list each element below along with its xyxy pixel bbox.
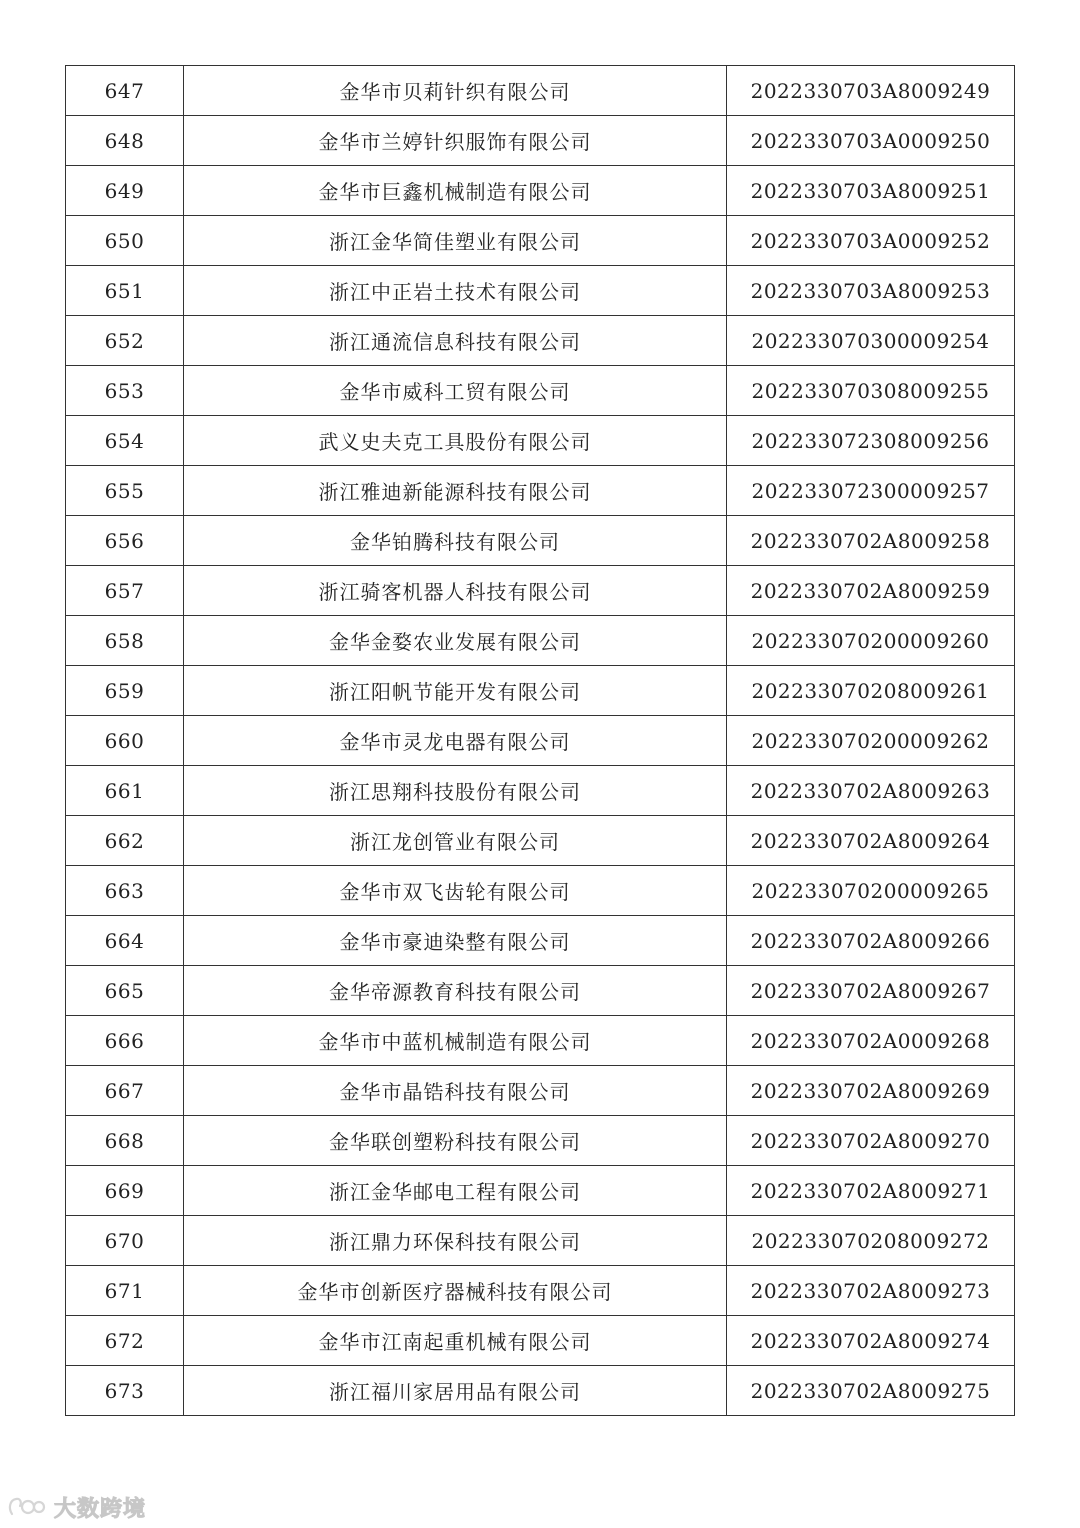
brand-logo-icon: [6, 1494, 46, 1520]
registration-code-cell: 2022330702A8009266: [727, 916, 1015, 966]
registration-code-cell: 2022330703A8009253: [727, 266, 1015, 316]
table-row: [66, 1366, 1015, 1416]
company-name-cell: 浙江金华邮电工程有限公司: [184, 1166, 727, 1216]
company-name-cell: 金华市中蓝机械制造有限公司: [184, 1016, 727, 1066]
registration-code-cell: 2022330702A8009275: [727, 1366, 1015, 1416]
company-name-cell: 金华市灵龙电器有限公司: [184, 716, 727, 766]
table-row: [66, 216, 1015, 266]
table-row: [66, 1216, 1015, 1266]
row-number-cell: 663: [66, 866, 184, 916]
company-name-cell: 金华帝源教育科技有限公司: [184, 966, 727, 1016]
company-name-cell: 浙江鼎力环保科技有限公司: [184, 1216, 727, 1266]
company-name-cell: 金华市贝莉针织有限公司: [184, 66, 727, 116]
table-row: [66, 966, 1015, 1016]
registration-code-cell: 2022330702A8009267: [727, 966, 1015, 1016]
registration-code-cell: 2022330702A8009269: [727, 1066, 1015, 1116]
table-row: [66, 616, 1015, 666]
row-number-cell: 661: [66, 766, 184, 816]
company-name-cell: 金华铂腾科技有限公司: [184, 516, 727, 566]
registration-code-cell: 202233070300009254: [727, 316, 1015, 366]
registration-code-cell: 2022330703A0009250: [727, 116, 1015, 166]
registration-code-cell: 2022330702A8009274: [727, 1316, 1015, 1366]
registration-code-cell: 2022330702A8009263: [727, 766, 1015, 816]
watermark-text: 大数跨境: [54, 1496, 147, 1522]
company-name-cell: 浙江通流信息科技有限公司: [184, 316, 727, 366]
row-number-cell: 660: [66, 716, 184, 766]
registration-code-cell: 202233072308009256: [727, 416, 1015, 466]
row-number-cell: 649: [66, 166, 184, 216]
registration-code-cell: 2022330702A0009268: [727, 1016, 1015, 1066]
row-number-cell: 659: [66, 666, 184, 716]
row-number-cell: 673: [66, 1366, 184, 1416]
company-name-cell: 金华市江南起重机械有限公司: [184, 1316, 727, 1366]
row-number-cell: 650: [66, 216, 184, 266]
registration-code-cell: 202233070208009261: [727, 666, 1015, 716]
registration-code-cell: 202233070208009272: [727, 1216, 1015, 1266]
company-name-cell: 金华市兰婷针织服饰有限公司: [184, 116, 727, 166]
company-name-cell: 浙江雅迪新能源科技有限公司: [184, 466, 727, 516]
company-name-cell: 武义史夫克工具股份有限公司: [184, 416, 727, 466]
company-name-cell: 金华市威科工贸有限公司: [184, 366, 727, 416]
row-number-cell: 666: [66, 1016, 184, 1066]
registration-code-cell: 2022330702A8009259: [727, 566, 1015, 616]
registration-code-cell: 2022330703A0009252: [727, 216, 1015, 266]
table-row: [66, 516, 1015, 566]
registration-code-cell: 202233070308009255: [727, 366, 1015, 416]
company-name-cell: 浙江龙创管业有限公司: [184, 816, 727, 866]
registration-code-cell: 202233070200009262: [727, 716, 1015, 766]
row-number-cell: 648: [66, 116, 184, 166]
row-number-cell: 658: [66, 616, 184, 666]
table-row: [66, 1266, 1015, 1316]
table-row: [66, 666, 1015, 716]
company-name-cell: 浙江福川家居用品有限公司: [184, 1366, 727, 1416]
company-name-cell: 浙江金华简佳塑业有限公司: [184, 216, 727, 266]
company-list-table-container: [65, 65, 1014, 1416]
table-row: [66, 1066, 1015, 1116]
company-name-cell: 金华金婺农业发展有限公司: [184, 616, 727, 666]
company-name-cell: 浙江思翔科技股份有限公司: [184, 766, 727, 816]
row-number-cell: 671: [66, 1266, 184, 1316]
table-row: [66, 1016, 1015, 1066]
row-number-cell: 656: [66, 516, 184, 566]
company-name-cell: 金华市创新医疗器械科技有限公司: [184, 1266, 727, 1316]
company-name-cell: 金华市巨鑫机械制造有限公司: [184, 166, 727, 216]
row-number-cell: 669: [66, 1166, 184, 1216]
registration-code-cell: 2022330703A8009251: [727, 166, 1015, 216]
registration-code-cell: 2022330702A8009264: [727, 816, 1015, 866]
registration-code-cell: 202233070200009260: [727, 616, 1015, 666]
row-number-cell: 655: [66, 466, 184, 516]
row-number-cell: 654: [66, 416, 184, 466]
table-row: [66, 266, 1015, 316]
table-row: [66, 816, 1015, 866]
row-number-cell: 651: [66, 266, 184, 316]
company-name-cell: 金华市晶锆科技有限公司: [184, 1066, 727, 1116]
company-name-cell: 金华市豪迪染整有限公司: [184, 916, 727, 966]
row-number-cell: 668: [66, 1116, 184, 1166]
company-name-cell: 金华市双飞齿轮有限公司: [184, 866, 727, 916]
registration-code-cell: 2022330703A8009249: [727, 66, 1015, 116]
row-number-cell: 672: [66, 1316, 184, 1366]
table-row: [66, 1166, 1015, 1216]
row-number-cell: 664: [66, 916, 184, 966]
table-row: [66, 416, 1015, 466]
row-number-cell: 665: [66, 966, 184, 1016]
company-name-cell: 浙江阳帆节能开发有限公司: [184, 666, 727, 716]
row-number-cell: 667: [66, 1066, 184, 1116]
company-name-cell: 金华联创塑粉科技有限公司: [184, 1116, 727, 1166]
row-number-cell: 652: [66, 316, 184, 366]
company-name-cell: 浙江骑客机器人科技有限公司: [184, 566, 727, 616]
row-number-cell: 657: [66, 566, 184, 616]
registration-code-cell: 2022330702A8009271: [727, 1166, 1015, 1216]
registration-code-cell: 2022330702A8009273: [727, 1266, 1015, 1316]
table-row: [66, 466, 1015, 516]
table-row: [66, 716, 1015, 766]
table-row: [66, 766, 1015, 816]
registration-code-cell: 202233072300009257: [727, 466, 1015, 516]
table-row: [66, 66, 1015, 116]
row-number-cell: 670: [66, 1216, 184, 1266]
table-row: [66, 566, 1015, 616]
company-name-cell: 浙江中正岩土技术有限公司: [184, 266, 727, 316]
table-row: [66, 1316, 1015, 1366]
table-row: [66, 116, 1015, 166]
table-row: [66, 366, 1015, 416]
table-row: [66, 1116, 1015, 1166]
table-row: [66, 316, 1015, 366]
row-number-cell: 653: [66, 366, 184, 416]
table-row: [66, 866, 1015, 916]
registration-code-cell: 2022330702A8009258: [727, 516, 1015, 566]
watermark: [6, 1492, 146, 1522]
company-list-table: [65, 65, 1015, 1416]
row-number-cell: 662: [66, 816, 184, 866]
table-body: [66, 66, 1015, 1416]
table-row: [66, 166, 1015, 216]
registration-code-cell: 2022330702A8009270: [727, 1116, 1015, 1166]
registration-code-cell: 202233070200009265: [727, 866, 1015, 916]
table-row: [66, 916, 1015, 966]
row-number-cell: 647: [66, 66, 184, 116]
